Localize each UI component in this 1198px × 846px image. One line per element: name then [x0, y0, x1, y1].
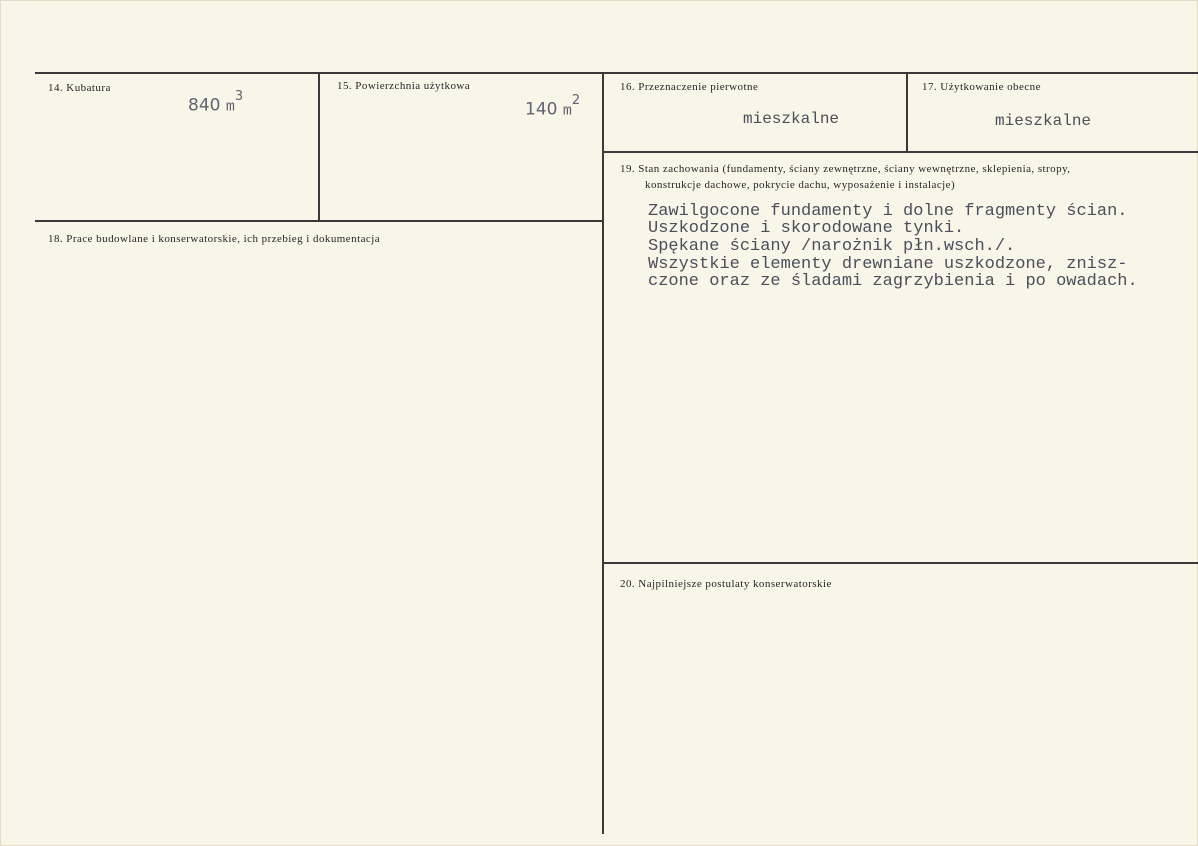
divider-col-16-17: [906, 72, 908, 152]
field-19-line-3: Spękane ściany /narożnik płn.wsch./.: [648, 237, 1016, 256]
field-20-label: 20. Najpilniejsze postulaty konserwatorskie: [620, 578, 832, 590]
field-14-number: 840: [188, 95, 221, 116]
field-16-label: 16. Przeznaczenie pierwotne: [620, 81, 759, 93]
field-19-line-2: Uszkodzone i skorodowane tynki.: [648, 219, 965, 238]
field-14-unit: m: [225, 98, 235, 116]
field-15-unit: m: [562, 102, 572, 120]
field-15-number: 140: [525, 99, 558, 120]
field-18-label: 18. Prace budowlane i konserwatorskie, ich przebieg i dokumentacja: [48, 233, 381, 245]
field-19-line-4: Wszystkie elementy drewniane uszkodzone, znisz-: [648, 255, 1128, 274]
field-19-label-line2: konstrukcje dachowe, pokrycie dachu, wyposażenie i instalacje): [645, 179, 956, 191]
divider-col-14-15: [318, 72, 320, 222]
divider-top: [35, 72, 1198, 74]
field-14-exponent: 3: [234, 89, 244, 104]
divider-center: [602, 72, 604, 834]
divider-row3-right: [604, 562, 1198, 564]
field-15-exponent: 2: [571, 93, 581, 108]
field-17-label: 17. Użytkowanie obecne: [922, 81, 1041, 93]
field-15-value: [525, 93, 581, 120]
field-16-value: mieszkalne: [743, 110, 840, 128]
field-17-value: mieszkalne: [995, 112, 1092, 130]
field-15-label: 15. Powierzchnia użytkowa: [337, 80, 471, 92]
divider-row2-right: [604, 151, 1198, 153]
field-14-value: [188, 89, 244, 116]
field-14-label: 14. Kubatura: [48, 82, 111, 94]
field-19-label-line1: 19. Stan zachowania (fundamenty, ściany zewnętrzne, ściany wewnętrzne, sklepienia, stropy,: [620, 163, 1071, 175]
field-19-line-5: czone oraz ze śladami zagrzybienia i po owadach.: [648, 272, 1138, 291]
field-19-line-1: Zawilgocone fundamenty i dolne fragmenty ścian.: [648, 202, 1128, 221]
